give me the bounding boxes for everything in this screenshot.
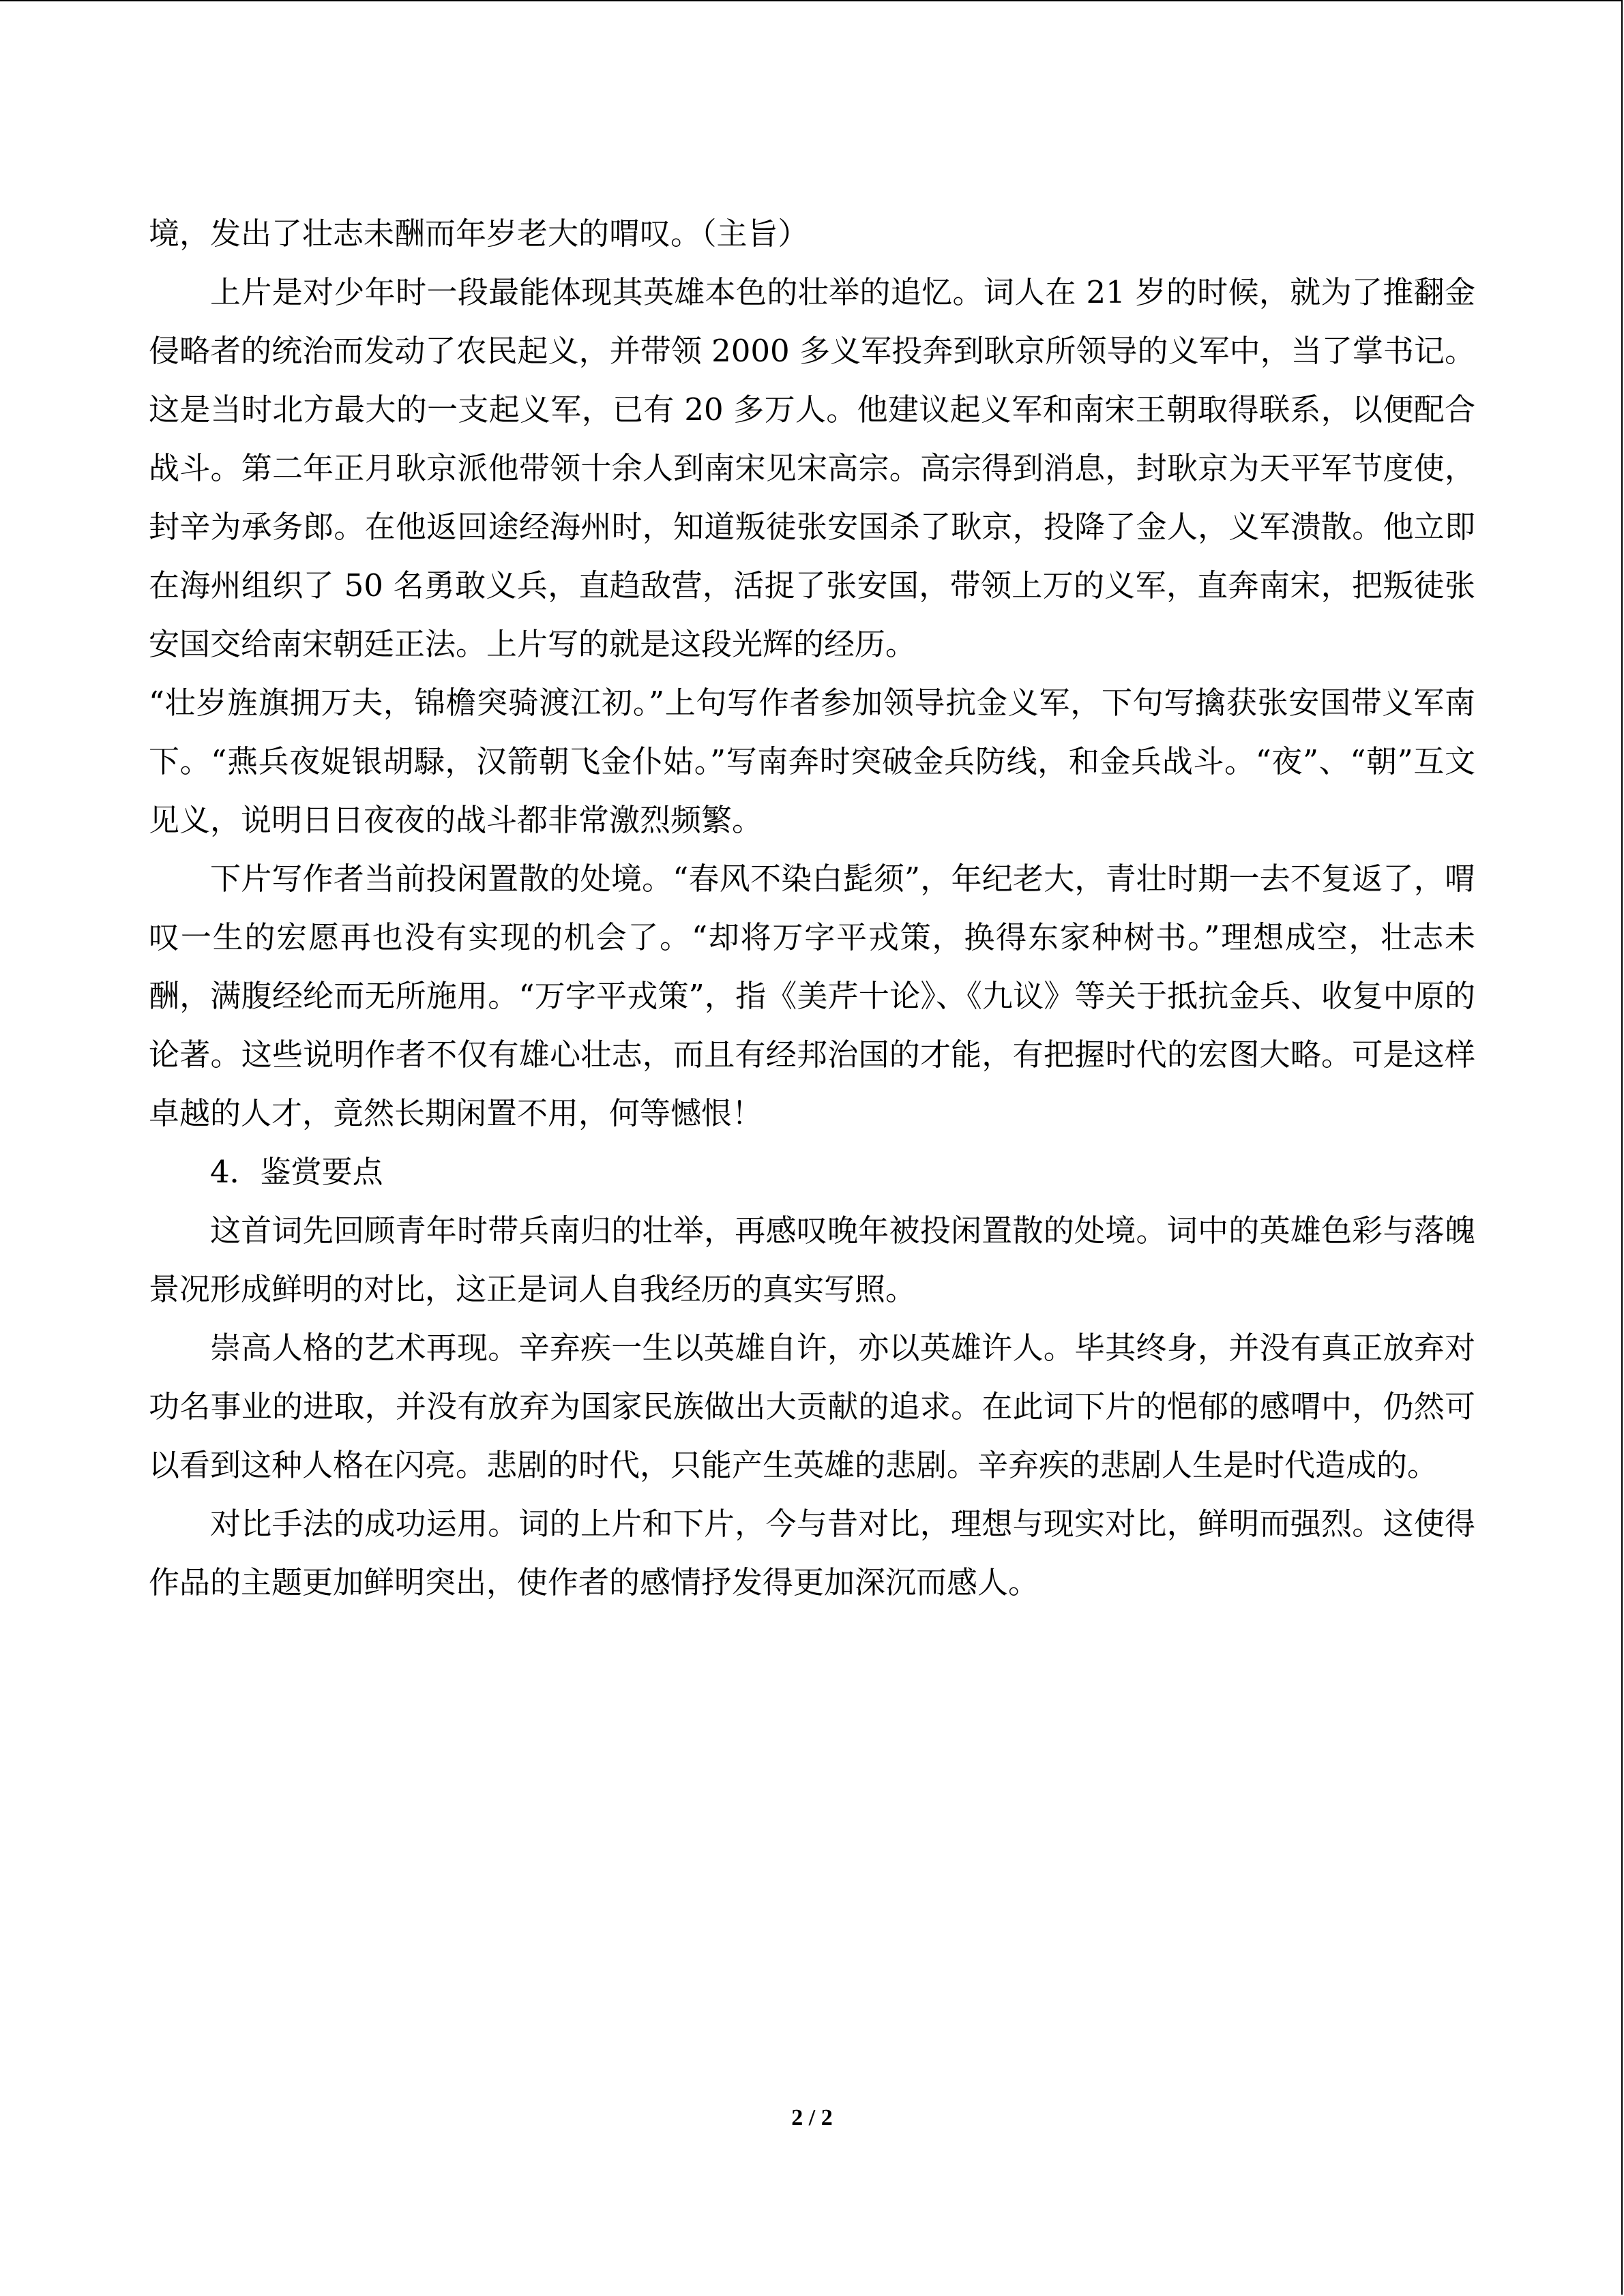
paragraph-1: 境，发出了壮志未酬而年岁老大的喟叹。（主旨） [149,215,809,252]
page-number: 2 / 2 [791,2105,833,2130]
section-heading: 4．鉴赏要点 [210,1154,383,1190]
paragraph-3: “壮岁旌旗拥万夫，锦檐突骑渡江初。”上句写作者参加领导抗金义军，下句写擒获张安国带义军南下。“燕兵夜娖银胡騄，汉箭朝飞金仆姑。”写南奔时突破金兵防线，和金兵战斗。“夜”、“朝”互文见义，说明日日夜夜的战斗都非常激烈频繁。 [149,685,1475,838]
paragraph-6: 崇高人格的艺术再现。辛弃疾一生以英雄自许，亦以英雄许人。毕其终身，并没有真正放弃对功名事业的进取，并没有放弃为国家民族做出大贡献的追求。在此词下片的悒郁的感喟中，仍然可以看到这种人格在闪亮。悲剧的时代，只能产生英雄的悲剧。辛弃疾的悲剧人生是时代造成的。 [149,1330,1475,1483]
paragraph-5: 这首词先回顾青年时带兵南归的壮举，再感叹晚年被投闲置散的处境。词中的英雄色彩与落魄景况形成鲜明的对比，这正是词人自我经历的真实写照。 [149,1212,1475,1307]
paragraph-7: 对比手法的成功运用。词的上片和下片，今与昔对比，理想与现实对比，鲜明而强烈。这使得作品的主题更加鲜明突出，使作者的感情抒发得更加深沉而感人。 [149,1506,1475,1600]
document-body [149,205,1475,1612]
paragraph-4: 下片写作者当前投闲置散的处境。“春风不染白髭须”，年纪老大，青壮时期一去不复返了，喟叹一生的宏愿再也没有实现的机会了。“却将万字平戎策，换得东家种树书。”理想成空，壮志未酬，满腹经纶而无所施用。“万字平戎策”，指《美芹十论》、《九议》等关于抵抗金兵、收复中原的论著。这些说明作者不仅有雄心壮志，而且有经邦治国的才能，有把握时代的宏图大略。可是这样卓越的人才，竟然长期闲置不用，何等憾恨！ [149,861,1475,1131]
paragraph-2: 上片是对少年时一段最能体现其英雄本色的壮举的追忆。词人在 21 岁的时候，就为了推翻金侵略者的统治而发动了农民起义，并带领 2000 多义军投奔到耿京所领导的义军中，当了掌书记。这是当时北方最大的一支起义军，已有 20 多万人。他建议起义军和南宋王朝取得联系，以便配合战斗。第二年正月耿京派他带领十余人到南宋见宋高宗。高宗得到消息，封耿京为天平军节度使，封辛为承务郎。在他返回途经海州时，知道叛徒张安国杀了耿京，投降了金人，义军溃散。他立即在海州组织了 50 名勇敢义兵，直趋敌营，活捉了张安国，带领上万的义军，直奔南宋，把叛徒张安国交给南宋朝廷正法。上片写的就是这段光辉的经历。 [149,274,1475,662]
